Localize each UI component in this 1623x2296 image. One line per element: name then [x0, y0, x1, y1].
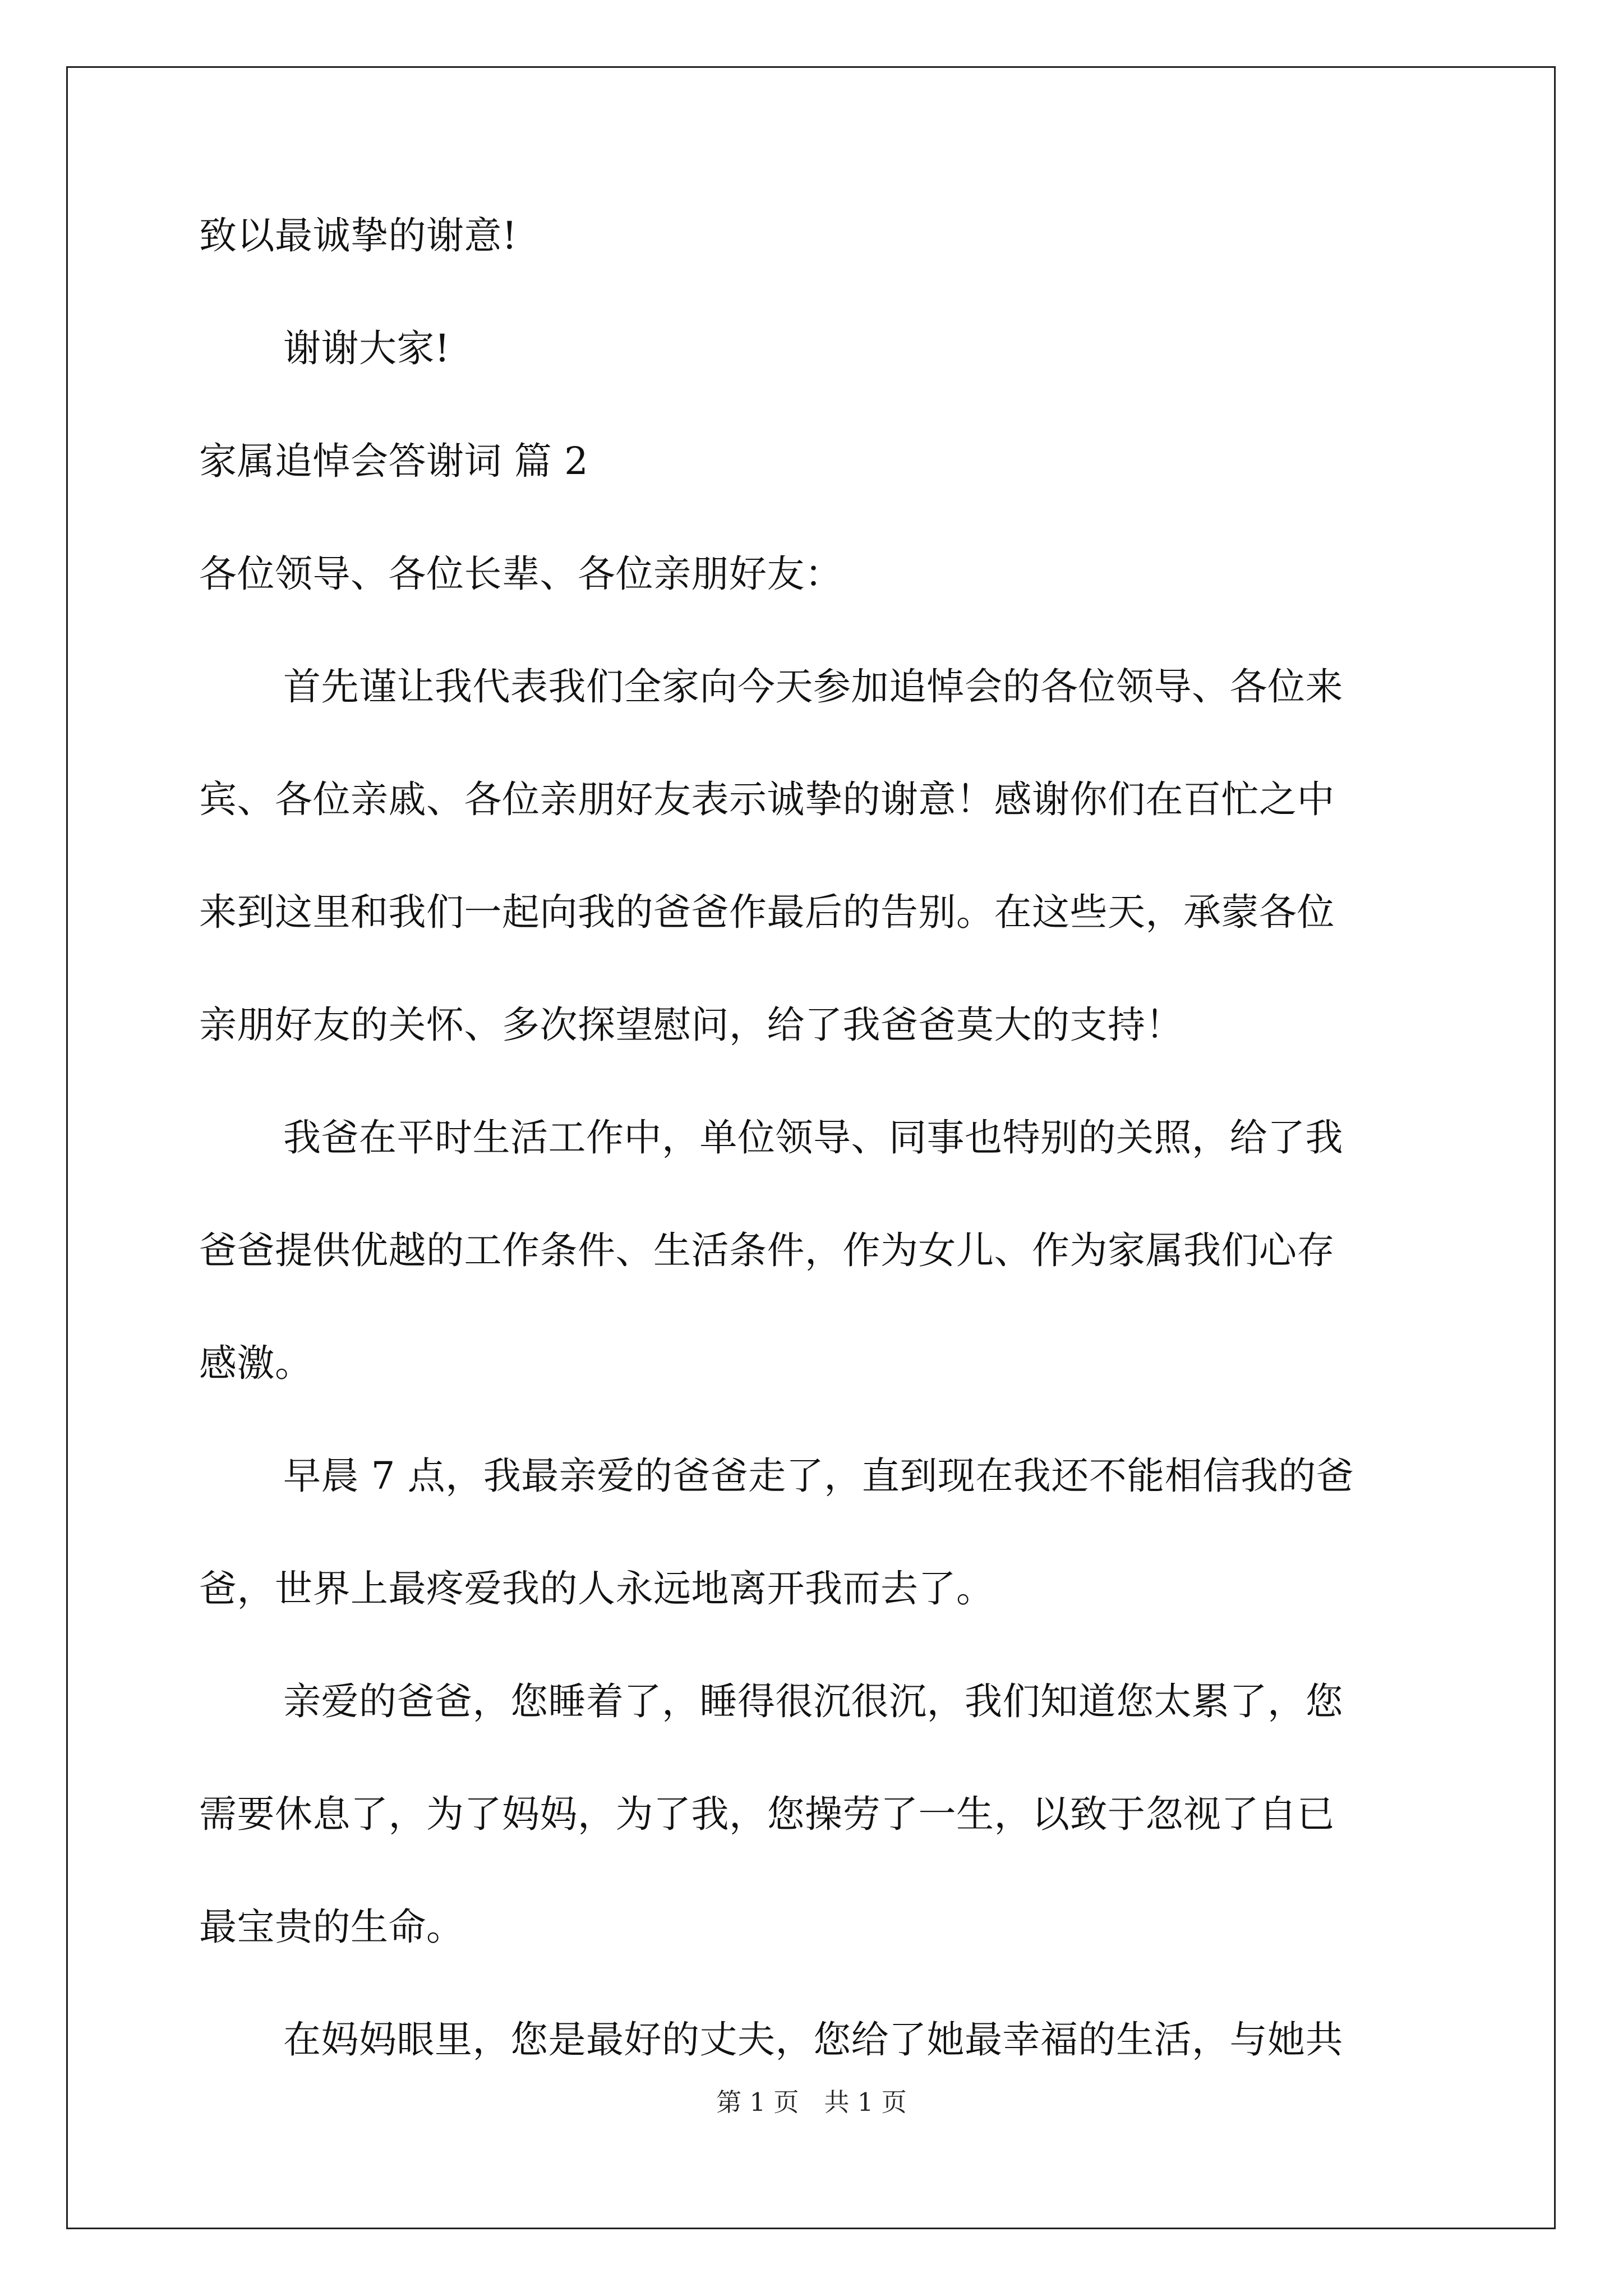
text-line: 在妈妈眼里，您是最好的丈夫，您给了她最幸福的生活，与她共 [283, 2018, 1343, 2062]
text-line: 致以最诚挚的谢意! [199, 214, 518, 257]
text-line: 爸，世界上最疼爱我的人永远地离开我而去了。 [199, 1567, 994, 1611]
text-line: 谢谢大家! [283, 326, 450, 370]
text-line: 来到这里和我们一起向我的爸爸作最后的告别。在这些天，承蒙各位 [199, 890, 1335, 934]
text-line: 首先谨让我代表我们全家向今天参加追悼会的各位领导、各位来 [283, 665, 1343, 708]
text-line: 爸爸提供优越的工作条件、生活条件，作为女儿、作为家属我们心存 [199, 1228, 1335, 1272]
page-number-footer: 第 1 页 共 1 页 [716, 2087, 907, 2117]
text-line: 早晨 7 点，我最亲爱的爸爸走了，直到现在我还不能相信我的爸 [283, 1454, 1354, 1498]
text-line: 我爸在平时生活工作中，单位领导、同事也特别的关照，给了我 [283, 1116, 1343, 1159]
text-line: 亲朋好友的关怀、多次探望慰问，给了我爸爸莫大的支持！ [199, 1003, 1183, 1047]
text-line: 亲爱的爸爸，您睡着了，睡得很沉很沉，我们知道您太累了，您 [283, 1680, 1343, 1723]
salutation: 各位领导、各位长辈、各位亲朋好友： [199, 552, 843, 596]
text-line: 感激。 [199, 1341, 313, 1385]
text-line: 需要休息了，为了妈妈，为了我，您操劳了一生，以致于忽视了自已 [199, 1792, 1335, 1836]
text-line: 最宝贵的生命。 [199, 1905, 464, 1949]
text-line: 宾、各位亲戚、各位亲朋好友表示诚挚的谢意！感谢你们在百忙之中 [199, 777, 1335, 821]
section-heading: 家属追悼会答谢词 篇 2 [199, 439, 589, 483]
